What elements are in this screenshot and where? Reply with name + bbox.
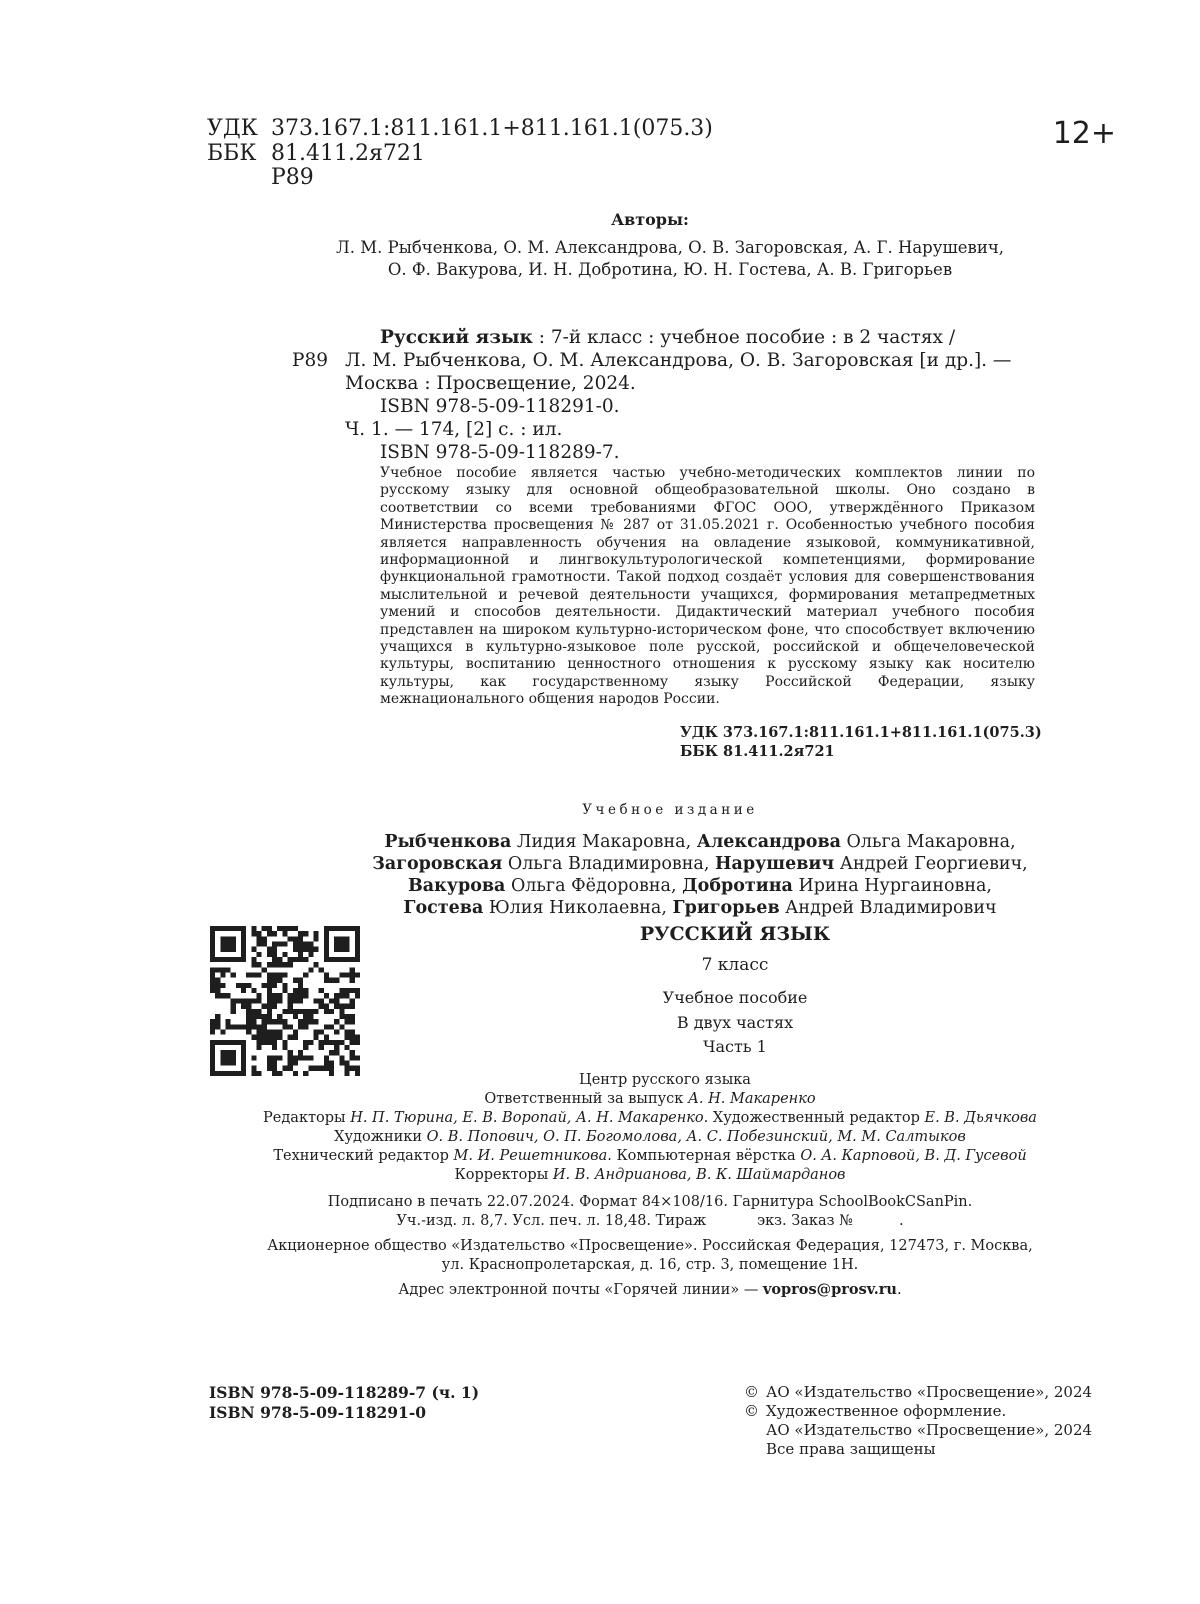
person-names: А. Н. Макаренко bbox=[687, 1091, 816, 1107]
copyright-4: Все права защищены bbox=[766, 1440, 936, 1458]
author-sign: Р89 bbox=[271, 165, 314, 190]
bib-title-bold: Русский язык bbox=[380, 327, 533, 348]
surname: Загоровская bbox=[372, 854, 503, 874]
bib-authors-line: Л. М. Рыбченкова, О. М. Александрова, О. В. Загоровская [и др.]. — bbox=[345, 350, 1012, 371]
imprint-publisher-1: Акционерное общество «Издательство «Просвещение». Российская Федерация, 127473, г. Москва, bbox=[267, 1238, 1033, 1254]
imprint-signed: Подписано в печать 22.07.2024. Формат 84×108/16. Гарнитура SchoolBookCSanPin. bbox=[327, 1194, 973, 1210]
bib-isbn-set: ISBN 978-5-09-118291-0. bbox=[380, 396, 620, 417]
qr-code bbox=[210, 926, 360, 1076]
text-run: Художественный редактор bbox=[708, 1110, 925, 1126]
email-end: . bbox=[896, 1282, 902, 1298]
imprint-editors bbox=[180, 1109, 1120, 1127]
text-run: Ольга Владимировна, bbox=[502, 854, 715, 874]
surname: Гостева bbox=[403, 898, 484, 918]
imprint-volume: Уч.-изд. л. 8,7. Усл. печ. л. 18,48. Тираж экз. Заказ № . bbox=[396, 1213, 904, 1229]
book-title: РУССКИЙ ЯЗЫК bbox=[639, 923, 831, 945]
edition-author-line bbox=[250, 853, 1150, 875]
bib-title-line bbox=[380, 326, 955, 349]
book-grade: 7 класс bbox=[701, 955, 769, 975]
bib-part: Ч. 1. — 174, [2] с. : ил. bbox=[345, 419, 563, 440]
person-names: О. В. Попович, О. П. Богомолова, А. С. Побезинский, М. М. Салтыков bbox=[426, 1129, 966, 1145]
author-sign-row bbox=[207, 165, 314, 191]
bbk-row bbox=[207, 141, 425, 167]
edition-author-line bbox=[250, 875, 1150, 897]
bbk-repeat: ББК 81.411.2я721 bbox=[680, 743, 835, 760]
person-names: М. И. Решетникова. bbox=[453, 1148, 612, 1164]
copyright-2: © Художественное оформление. bbox=[744, 1402, 1007, 1420]
bbk-label: ББК bbox=[207, 141, 257, 166]
text-run: Редакторы bbox=[263, 1110, 351, 1126]
udk-label: УДК bbox=[207, 116, 258, 141]
edition-author-line bbox=[250, 897, 1150, 919]
footer-isbn-2: ISBN 978-5-09-118291-0 bbox=[209, 1403, 427, 1422]
authors-heading: Авторы: bbox=[611, 210, 689, 229]
bib-title-rest: : 7-й класс : учебное пособие : в 2 частях / bbox=[532, 327, 956, 348]
edition-author-line bbox=[250, 831, 1150, 853]
authors-line-1: Л. М. Рыбченкова, О. М. Александрова, О. В. Загоровская, А. Г. Нарушевич, bbox=[336, 238, 1004, 257]
surname: Добротина bbox=[682, 876, 793, 896]
imprint-publisher-2: ул. Краснопролетарская, д. 16, стр. 3, помещение 1Н. bbox=[441, 1257, 859, 1273]
annotation bbox=[380, 465, 1035, 709]
bib-code: Р89 bbox=[292, 350, 328, 371]
authors-line-2: О. Ф. Вакурова, И. Н. Добротина, Ю. Н. Гостева, А. В. Григорьев bbox=[387, 260, 953, 279]
imprint-responsible bbox=[200, 1090, 1100, 1108]
footer-isbn-1: ISBN 978-5-09-118289-7 (ч. 1) bbox=[209, 1383, 480, 1402]
text-run: Андрей Владимирович bbox=[779, 898, 997, 918]
edition-type: Учебное издание bbox=[582, 802, 758, 818]
text-run: Андрей Георгиевич, bbox=[834, 854, 1028, 874]
person-names: Е. В. Дьячкова bbox=[924, 1110, 1037, 1126]
copyright-1: © АО «Издательство «Просвещение», 2024 bbox=[744, 1383, 1093, 1401]
copyright-symbol-1: © bbox=[744, 1383, 759, 1401]
udk-repeat: УДК 373.167.1:811.161.1+811.161.1(075.3) bbox=[680, 724, 1042, 741]
surname: Нарушевич bbox=[714, 854, 835, 874]
text-run: Ольга Фёдоровна, bbox=[505, 876, 683, 896]
text-run: Корректоры bbox=[454, 1167, 553, 1183]
bbk-value: 81.411.2я721 bbox=[271, 141, 425, 166]
surname: Александрова bbox=[696, 832, 841, 852]
imprint-proofreaders bbox=[200, 1166, 1100, 1184]
age-rating: 12+ bbox=[1052, 116, 1116, 151]
text-run: Ирина Нургаиновна, bbox=[792, 876, 992, 896]
imprint-artists bbox=[200, 1128, 1100, 1146]
bib-isbn-part: ISBN 978-5-09-118289-7. bbox=[380, 442, 620, 463]
surname: Вакурова bbox=[407, 876, 506, 896]
imprint-email-line bbox=[200, 1281, 1100, 1299]
annotation-text: Учебное пособие является частью учебно-методических комплектов линии по русскому языку для основной общеобразовательной школы. Оно создано в соответствии со всеми требованиями ФГОС ООО, утверждённого Приказом Министерства просвещения № 287 от 31.05.2021 г. Особенностью учебного пособия является направленность обучения на овладение языковой, коммуникативной, информационной и лингвокультурологической компетенциями, формирование функциональной грамотности. Такой подход создаёт условия для совершенствования мыслительной и речевой деятельности учащихся, формирования метапредметных умений и способов деятельности. Дидактический материал учебного пособия представлен на широком культурно-историческом фоне, что способствует включению учащихся в культурно-языковое поле русской, российской и общечеловеческой культуры, воспитанию ценностного отношения к русскому языку как носителю культуры, как государственному языку Российской Федерации, языку межнационального общения народов России. bbox=[380, 465, 1035, 708]
book-part: Часть 1 bbox=[703, 1037, 767, 1056]
text-run: Лидия Макаровна, bbox=[511, 832, 697, 852]
text-run: Ольга Макаровна, bbox=[840, 832, 1016, 852]
udk-row bbox=[207, 116, 713, 142]
imprint-tech bbox=[200, 1147, 1100, 1165]
book-parts: В двух частях bbox=[676, 1013, 794, 1032]
email-address: vopros@prosv.ru bbox=[762, 1281, 897, 1298]
text-run: Технический редактор bbox=[273, 1148, 454, 1164]
surname: Рыбченкова bbox=[384, 832, 512, 852]
person-names: И. В. Андрианова, В. К. Шаймарданов bbox=[552, 1167, 846, 1183]
imprint-center: Центр русского языка bbox=[579, 1072, 751, 1088]
book-kind: Учебное пособие bbox=[662, 988, 808, 1007]
surname: Григорьев bbox=[672, 898, 780, 918]
udk-value: 373.167.1:811.161.1+811.161.1(075.3) bbox=[271, 116, 713, 141]
text-run: Ответственный за выпуск bbox=[484, 1091, 688, 1107]
copyright-3: АО «Издательство «Просвещение», 2024 bbox=[766, 1421, 1093, 1439]
copyright-symbol-2: © bbox=[744, 1402, 759, 1420]
person-names: Н. П. Тюрина, Е. В. Воропай, А. Н. Макаренко. bbox=[350, 1110, 709, 1126]
person-names: О. А. Карповой, В. Д. Гусевой bbox=[800, 1148, 1027, 1164]
text-run: Компьютерная вёрстка bbox=[611, 1148, 801, 1164]
text-run: Художники bbox=[334, 1129, 427, 1145]
email-label: Адрес электронной почты «Горячей линии» — bbox=[398, 1282, 763, 1298]
bib-publisher-line: Москва : Просвещение, 2024. bbox=[345, 373, 636, 394]
text-run: Юлия Николаевна, bbox=[483, 898, 673, 918]
